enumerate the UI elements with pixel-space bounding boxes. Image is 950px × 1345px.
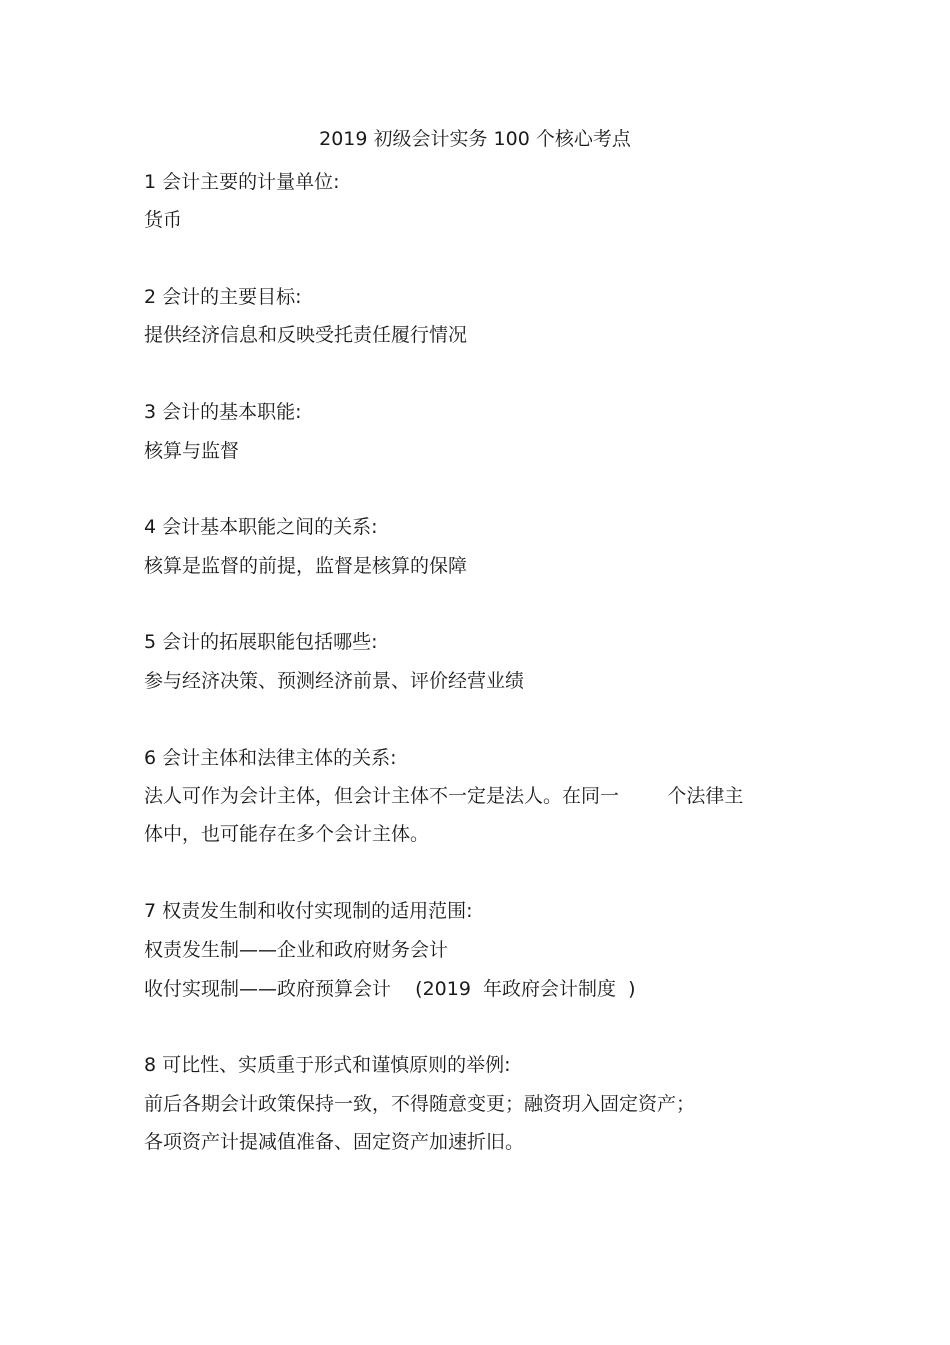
item-6-answer-line-1: 法人可作为会计主体，但会计主体不一定是法人。在同一 个法律主 (144, 785, 744, 807)
item-8-answer-line-2: 各项资产计提减值准备、固定资产加速折旧。 (144, 1131, 525, 1153)
item-1-question: 1 会计主要的计量单位: (144, 171, 340, 193)
item-5-answer: 参与经济决策、预测经济前景、评价经营业绩 (144, 670, 525, 692)
item-8-question: 8 可比性、实质重于形式和谨慎原则的举例: (144, 1054, 511, 1076)
item-2-answer: 提供经济信息和反映受托责任履行情况 (144, 324, 468, 346)
item-3-question: 3 会计的基本职能: (144, 401, 302, 423)
item-4-question: 4 会计基本职能之间的关系: (144, 516, 378, 538)
page-title: 2019 初级会计实务 100 个核心考点 (319, 128, 631, 150)
item-7-answer-line-1: 权责发生制——企业和政府财务会计 (144, 939, 449, 961)
item-3-answer: 核算与监督 (144, 440, 240, 462)
item-5-question: 5 会计的拓展职能包括哪些: (144, 631, 378, 653)
item-4-answer: 核算是监督的前提，监督是核算的保障 (144, 555, 468, 577)
item-6-question: 6 会计主体和法律主体的关系: (144, 747, 397, 769)
item-8-answer-line-1: 前后各期会计政策保持一致，不得随意变更；融资玥入固定资产； (144, 1093, 696, 1115)
item-7-answer-line-2: 收付实现制——政府预算会计 (2019 年政府会计制度 ) (144, 978, 636, 1000)
item-1-answer: 货币 (144, 209, 183, 231)
item-7-question: 7 权责发生制和收付实现制的适用范围: (144, 900, 473, 922)
item-2-question: 2 会计的主要目标: (144, 286, 302, 308)
item-6-answer-line-2: 体中，也可能存在多个会计主体。 (144, 823, 430, 845)
